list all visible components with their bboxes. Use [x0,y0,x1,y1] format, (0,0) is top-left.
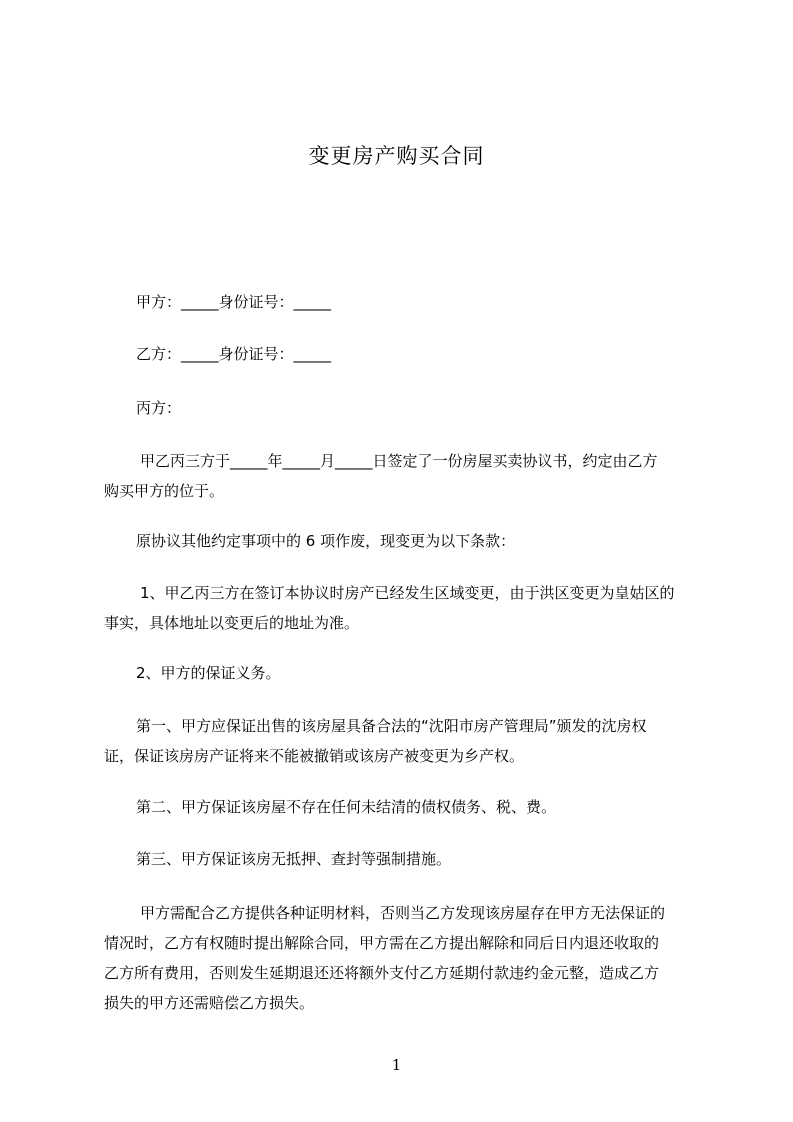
cooperate-paragraph [104,898,708,1018]
guarantee-1-line-1: 第一、甲方应保证出售的该房屋具备合法的“沈阳市房产管理局”颁发的沈房权 [136,717,647,735]
party-b-text: 乙方：_____身份证号：_____ [136,345,332,363]
guarantee-1-paragraph [104,711,708,771]
intro-paragraph [104,446,708,506]
clause-1-line-1: 1、甲乙丙三方在签订本协议时房产已经发生区域变更，由于洪区变更为皇姑区的 [140,584,675,602]
guarantee-3-text: 第三、甲方保证该房无抵押、查封等强制措施。 [136,850,452,868]
intro-line-1: 甲乙丙三方于_____年_____月_____日签定了一份房屋买卖协议书，约定由乙方 [140,452,658,470]
intro-line-2: 购买甲方的位于。 [104,482,225,500]
party-c-text: 丙方： [136,399,182,417]
party-b-line [104,339,708,369]
guarantee-3-paragraph [104,844,708,874]
amend-text: 原协议其他约定事项中的 6 项作废，现变更为以下条款： [136,532,516,550]
guarantee-2-paragraph [104,792,708,822]
clause-2-paragraph [104,658,708,688]
clause-1-line-2: 事实，具体地址以变更后的地址为准。 [104,614,360,632]
guarantee-1-line-2: 证，保证该房房产证将来不能被撤销或该房产被变更为乡产权。 [104,747,525,765]
cooperate-line-1: 甲方需配合乙方提供各种证明材料，否则当乙方发现该房屋存在甲方无法保证的 [140,904,666,922]
document-title: 变更房产购买合同 [308,144,485,168]
clause-1-paragraph [104,578,708,638]
guarantee-2-text: 第二、甲方保证该房屋不存在任何未结清的债权债务、税、费。 [136,798,557,816]
cooperate-line-4: 损失的甲方还需赔偿乙方损失。 [104,994,315,1012]
clause-2-text: 2、甲方的保证义务。 [136,664,281,682]
amend-paragraph [104,526,708,556]
party-c-line [104,393,708,423]
cooperate-line-3: 乙方所有费用，否则发生延期退还还将额外支付乙方延期付款违约金元整，造成乙方 [104,964,660,982]
party-a-text: 甲方：_____身份证号：_____ [136,293,332,311]
page-number: 1 [391,1056,402,1074]
party-a-line [104,287,708,317]
cooperate-line-2: 情况时，乙方有权随时提出解除合同，甲方需在乙方提出解除和同后日内退还收取的 [104,934,660,952]
